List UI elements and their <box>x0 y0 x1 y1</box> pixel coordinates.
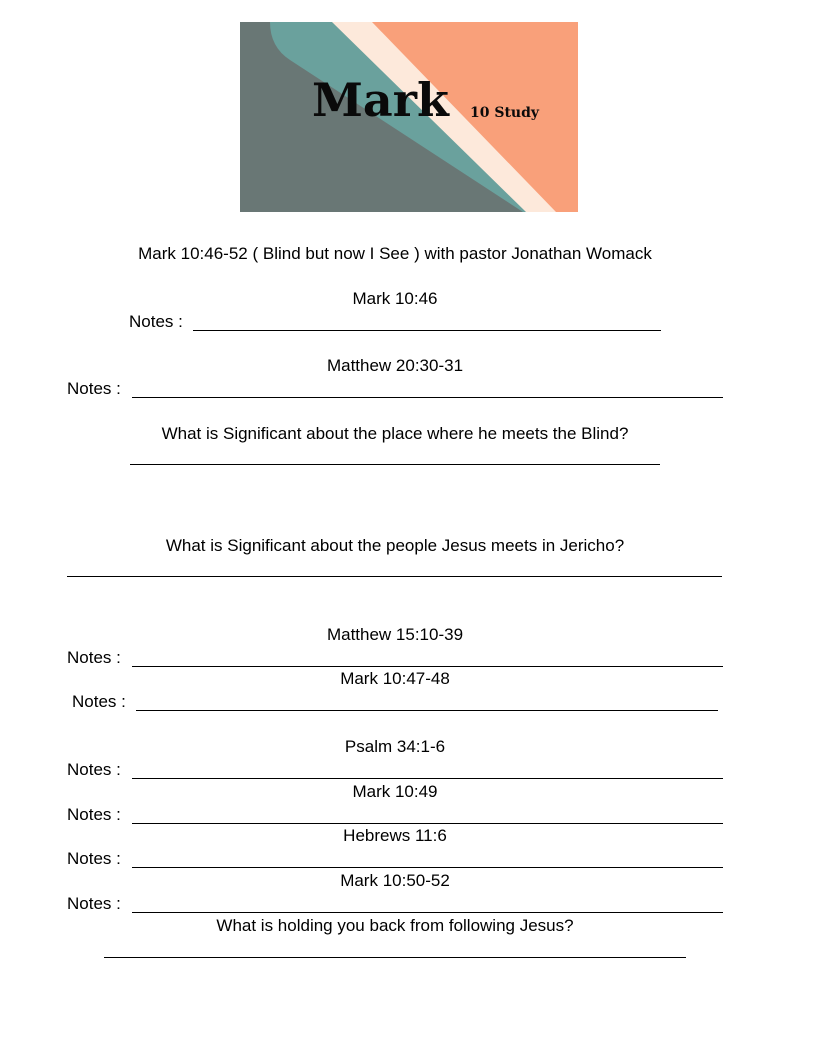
notes-line-mark-10-50[interactable] <box>132 912 723 913</box>
notes-label: Notes : <box>67 805 121 824</box>
question-people: What is Significant about the people Jesus meets in Jericho? <box>165 536 625 555</box>
banner-title: Mark <box>312 73 449 127</box>
notes-label: Notes : <box>67 894 121 913</box>
notes-label: Notes : <box>72 692 126 711</box>
page-heading: Mark 10:46-52 ( Blind but now I See ) with pastor Jonathan Womack <box>138 244 652 263</box>
answer-line-place[interactable] <box>130 464 660 465</box>
scripture-mark-10-49: Mark 10:49 <box>352 782 438 801</box>
banner-subtitle: 10 Study <box>470 105 540 121</box>
scripture-matthew-15: Matthew 15:10-39 <box>326 625 464 644</box>
scripture-mark-10-46: Mark 10:46 <box>352 289 438 308</box>
notes-line-matthew-20[interactable] <box>132 397 723 398</box>
notes-line-mark-10-47[interactable] <box>136 710 718 711</box>
question-holding-back: What is holding you back from following Jesus? <box>216 916 574 935</box>
notes-label: Notes : <box>129 312 183 331</box>
notes-label: Notes : <box>67 379 121 398</box>
scripture-mark-10-47: Mark 10:47-48 <box>340 669 450 688</box>
notes-label: Notes : <box>67 849 121 868</box>
scripture-matthew-20: Matthew 20:30-31 <box>326 356 464 375</box>
answer-line-holding-back[interactable] <box>104 957 686 958</box>
notes-label: Notes : <box>67 648 121 667</box>
scripture-mark-10-50: Mark 10:50-52 <box>340 871 450 890</box>
scripture-psalm-34: Psalm 34:1-6 <box>344 737 446 756</box>
notes-label: Notes : <box>67 760 121 779</box>
notes-line-psalm-34[interactable] <box>132 778 723 779</box>
notes-line-hebrews-11[interactable] <box>132 867 723 868</box>
answer-line-people[interactable] <box>67 576 722 577</box>
notes-line-mark-10-46[interactable] <box>193 330 661 331</box>
scripture-hebrews-11: Hebrews 11:6 <box>343 826 447 845</box>
question-place: What is Significant about the place where he meets the Blind? <box>161 424 629 443</box>
notes-line-mark-10-49[interactable] <box>132 823 723 824</box>
study-banner <box>240 22 578 212</box>
notes-line-matthew-15[interactable] <box>132 666 723 667</box>
